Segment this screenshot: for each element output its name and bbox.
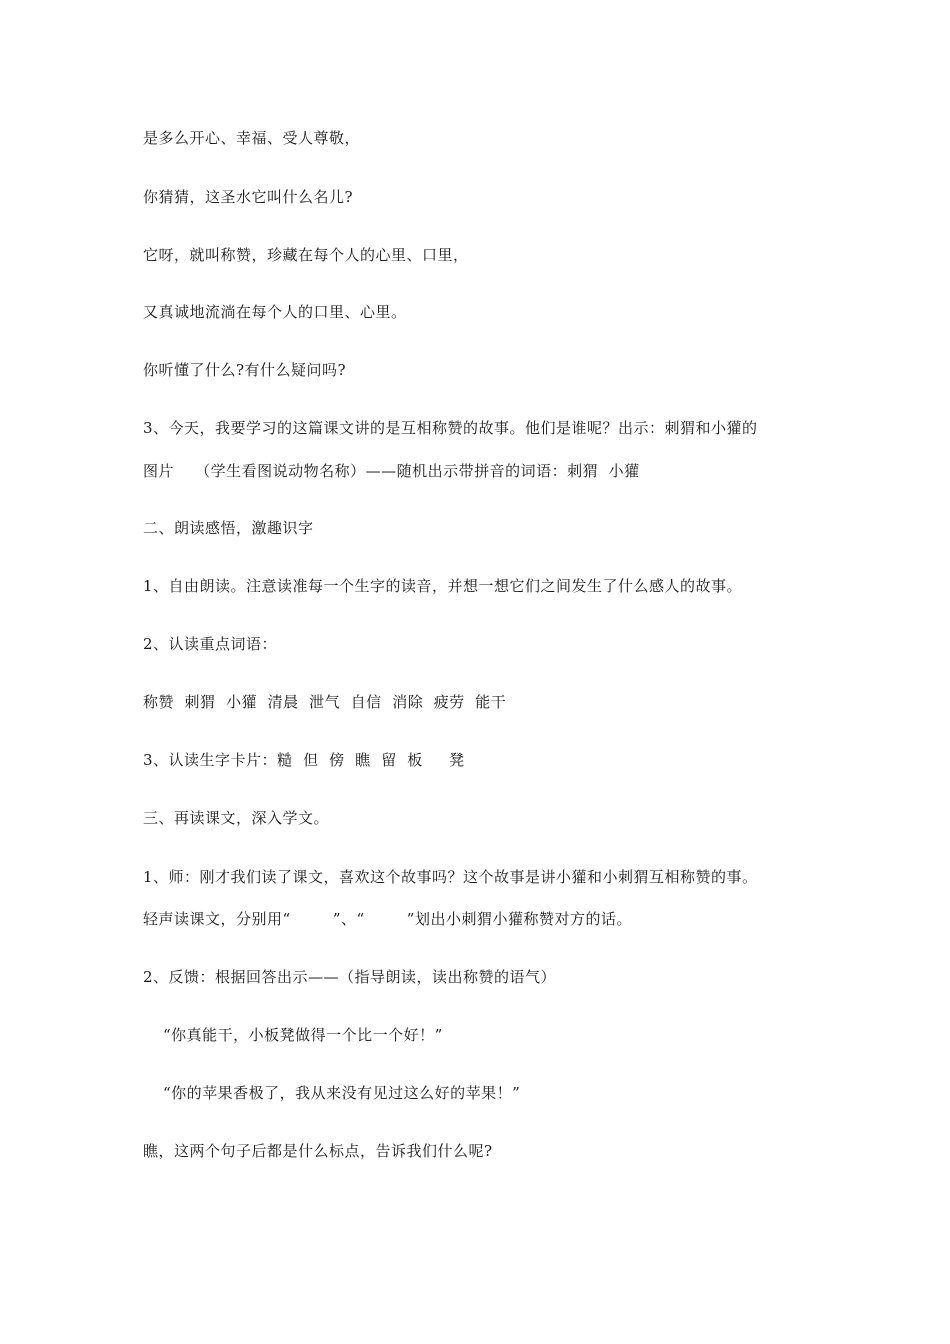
paragraph-line: 又真诚地流淌在每个人的口里、心里。: [143, 303, 407, 321]
paragraph-line: 轻声读课文，分别用“ ”、“ ”划出小刺猬小獾称赞对方的话。: [143, 910, 632, 928]
section-heading: 三、再读课文，深入学文。: [143, 809, 330, 827]
paragraph-line: 2、认读重点词语：: [143, 635, 278, 653]
paragraph-line: 2、反馈：根据回答出示——（指导朗读，读出称赞的语气）: [143, 968, 557, 986]
paragraph-line: 你听懂了什么?有什么疑问吗?: [143, 361, 347, 379]
quote-line: “你的苹果香极了，我从来没有见过这么好的苹果！”: [163, 1084, 521, 1102]
paragraph-line: 图片 （学生看图说动物名称）——随机出示带拼音的词语：刺猬 小獾: [143, 462, 640, 480]
paragraph-line: 3、今天，我要学习的这篇课文讲的是互相称赞的故事。他们是谁呢？出示：刺猬和小獾的: [143, 419, 758, 437]
character-card-list: 3、认读生字卡片：糙 但 傍 瞧 留 板 凳: [143, 751, 465, 769]
paragraph-line: 你猜猜，这圣水它叫什么名儿?: [143, 188, 354, 206]
paragraph-line: 瞧，这两个句子后都是什么标点，告诉我们什么呢?: [143, 1142, 493, 1160]
paragraph-line: 1、自由朗读。注意读准每一个生字的读音，并想一想它们之间发生了什么感人的故事。: [143, 577, 743, 595]
section-heading: 二、朗读感悟，激趣识字: [143, 519, 314, 537]
quote-line: “你真能干，小板凳做得一个比一个好！”: [163, 1026, 443, 1044]
vocabulary-list: 称赞 刺猬 小獾 清晨 泄气 自信 消除 疲劳 能干: [143, 693, 507, 711]
paragraph-line: 1、师：刚才我们读了课文，喜欢这个故事吗？这个故事是讲小獾和小刺猬互相称赞的事。: [143, 868, 758, 886]
paragraph-line: 是多么开心、幸福、受人尊敬，: [143, 129, 361, 147]
paragraph-line: 它呀，就叫称赞，珍藏在每个人的心里、口里，: [143, 246, 469, 264]
